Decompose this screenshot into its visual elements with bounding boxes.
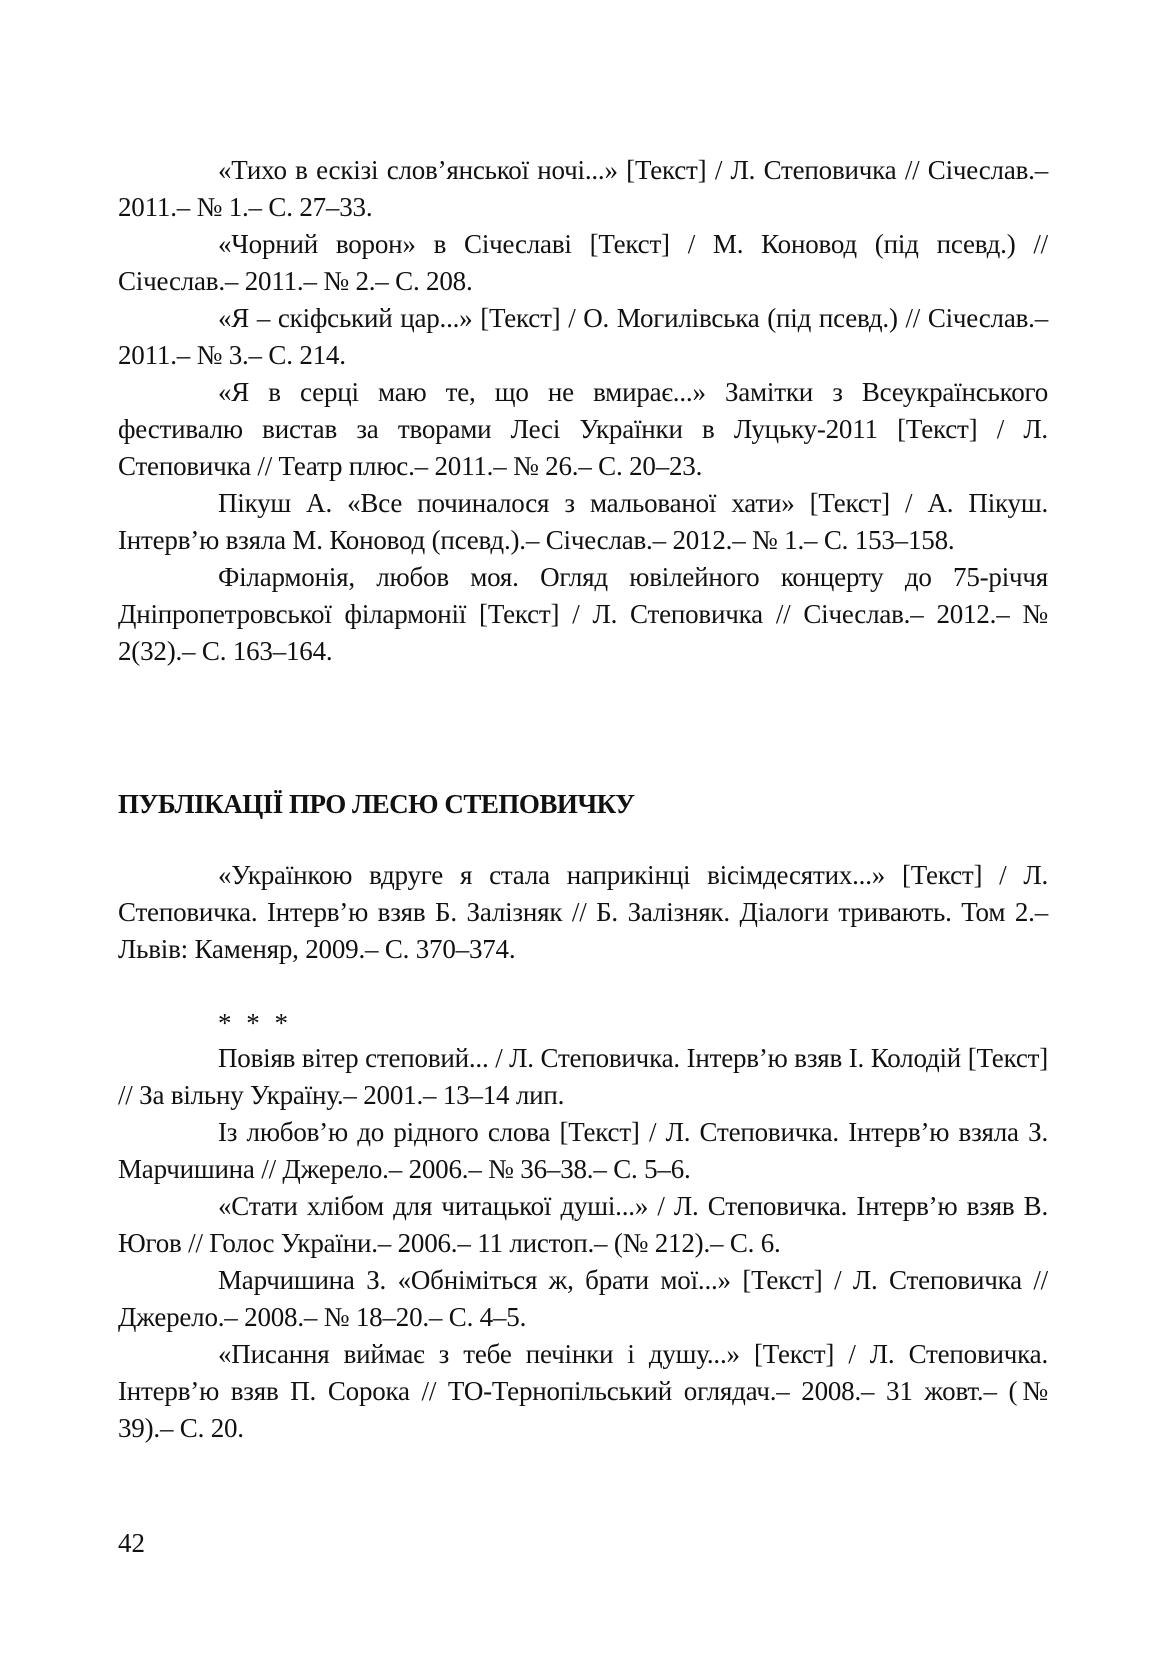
bibliography-entry: «Стати хлібом для читацької душі...» / Л. Степовичка. Інтерв’ю взяв В. Югов // Голос України.– 2006.– 11 листоп.– (№ 212).– С. 6. — [118, 1191, 1048, 1258]
section-heading: ПУБЛІКАЦІЇ ПРО ЛЕСЮ СТЕПОВИЧКУ — [118, 789, 635, 819]
bibliography-list-first — [118, 857, 1048, 968]
bibliography-entry: «Я в серці маю те, що не вмирає...» Замітки з Всеукраїнського фестивалю вистав за творами Лесі Українки в Луцьку-2011 [Текст] / Л. Степовичка // Театр плюс.– 2011.– № 26.– С. 20–23. — [118, 377, 1048, 481]
bibliography-entry: Філармонія, любов моя. Огляд ювілейного концерту до 75-річчя Дніпропетровської філармонії [Текст] / Л. Степовичка // Січеслав.– 2012.– № 2(32).– С. 163–164. — [118, 562, 1048, 666]
bibliography-list-top — [118, 152, 1048, 670]
section-heading-block — [118, 784, 1048, 824]
bibliography-entry: Із любов’ю до рідного слова [Текст] / Л. Степовичка. Інтерв’ю взяла З. Марчишина // Джерело.– 2006.– № 36–38.– С. 5–6. — [118, 1117, 1048, 1184]
bibliography-entry: Повіяв вітер степовий... / Л. Степовичка. Інтерв’ю взяв І. Колодій [Текст] // За вільну Україну.– 2001.– 13–14 лип. — [118, 1043, 1048, 1110]
bibliography-entry: Пікуш А. «Все починалося з мальованої хати» [Текст] / А. Пікуш. Інтерв’ю взяла М. Коновод (псевд.).– Січеслав.– 2012.– № 1.– С. 153–158. — [118, 488, 1048, 555]
page-number: 42 — [118, 1528, 145, 1558]
bibliography-entry: «Українкою вдруге я стала наприкінці вісімдесятих...» [Текст] / Л. Степовичка. Інтерв’ю взяв Б. Залізняк // Б. Залізняк. Діалоги тривають. Том 2.– Львів: Каменяр, 2009.– С. 370–374. — [118, 860, 1048, 964]
asterism-separator: * * * — [218, 1008, 292, 1038]
bibliography-entry: «Тихо в ескізі слов’янської ночі...» [Текст] / Л. Степовичка // Січеслав.– 2011.– № 1.– С. 27–33. — [118, 155, 1048, 222]
bibliography-entry: «Я – скіфський цар...» [Текст] / О. Могилівська (під псевд.) // Січеслав.– 2011.– № 3.– С. 214. — [118, 303, 1048, 370]
bibliography-entry: «Писання виймає з тебе печінки і душу...» [Текст] / Л. Степовичка. Інтерв’ю взяв П. Сорока // ТО-Тернопільський оглядач.– 2008.– 31 жовт.– (№ 39).– С. 20. — [118, 1339, 1048, 1443]
separator-block — [118, 1005, 1048, 1042]
bibliography-entry: «Чорний ворон» в Січеславі [Текст] / М. Коновод (під псевд.) // Січеслав.– 2011.– № 2.– С. 208. — [118, 229, 1048, 296]
bibliography-list-second — [118, 1040, 1048, 1447]
bibliography-entry: Марчишина З. «Обніміться ж, брати мої...» [Текст] / Л. Степовичка // Джерело.– 2008.– № 18–20.– С. 4–5. — [118, 1265, 1048, 1332]
